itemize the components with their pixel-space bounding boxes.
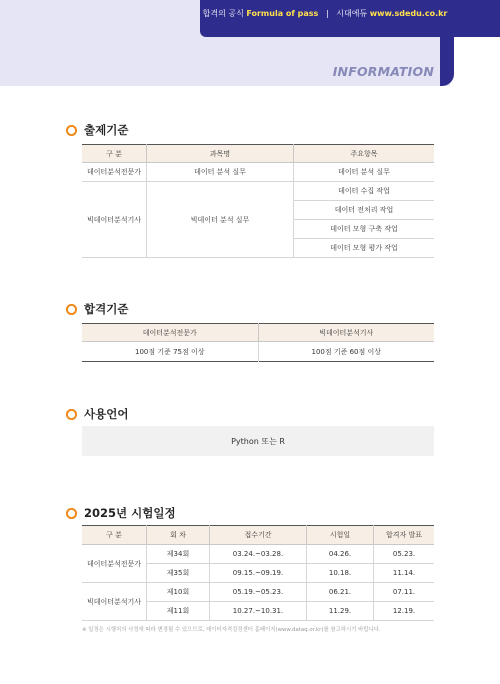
item-cell: 데이터 모형 구축 작업 <box>294 220 435 239</box>
exam-date-cell: 06.21. <box>307 583 374 602</box>
table-row <box>82 583 434 602</box>
result-date-cell: 11.14. <box>374 564 435 583</box>
grade-cell: 데이터분석전문가 <box>82 545 147 583</box>
header-banner-extension <box>450 0 500 37</box>
column-header-items: 주요항목 <box>294 145 435 163</box>
website-link: www.sdedu.co.kr <box>369 9 448 18</box>
header-tab-curve <box>440 36 454 86</box>
grade-cell: 빅데이터분석기사 <box>82 182 147 258</box>
column-header-grade: 구 분 <box>82 145 147 163</box>
column-header-professional: 데이터분석전문가 <box>82 324 258 342</box>
item-cell: 데이터 전처리 작업 <box>294 201 435 220</box>
publisher-name: 시대에듀 <box>336 9 368 18</box>
column-header-grade: 구 분 <box>82 526 147 545</box>
tagline-brand: Formula of pass <box>246 9 319 18</box>
section-title: 합격기준 <box>84 302 129 316</box>
orange-bullet-icon <box>66 125 77 136</box>
item-cell: 데이터 수집 작업 <box>294 182 435 201</box>
round-cell: 제35회 <box>147 564 210 583</box>
result-date-cell: 05.23. <box>374 545 435 564</box>
subject-cell: 데이터 분석 실무 <box>147 163 294 182</box>
section-label: INFORMATION <box>332 64 434 79</box>
header-tagline <box>200 8 450 19</box>
exam-date-cell: 04.26. <box>307 545 374 564</box>
orange-bullet-icon <box>66 409 77 420</box>
round-cell: 제10회 <box>147 583 210 602</box>
exam-date-cell: 11.29. <box>307 602 374 621</box>
round-cell: 제11회 <box>147 602 210 621</box>
page-header <box>0 0 500 86</box>
section-title: 출제기준 <box>84 123 129 137</box>
column-header-round: 회 차 <box>147 526 210 545</box>
section-title: 2025년 시험일정 <box>84 506 176 520</box>
exam-criteria-table <box>82 144 434 258</box>
exam-date-cell: 10.18. <box>307 564 374 583</box>
section-heading-language <box>66 406 128 422</box>
subject-cell: 빅데이터 분석 실무 <box>147 182 294 258</box>
language-box <box>82 426 434 456</box>
orange-bullet-icon <box>66 304 77 315</box>
table-header-row <box>82 145 434 163</box>
schedule-note: ※ 일정은 시행처의 사정에 따라 변경될 수 있으므로, 데이터자격검정센터 홈페이지(www.dataq.or.kr)를 참고하시기 바랍니다. <box>82 627 381 633</box>
tagline-prefix: 합격의 공식 <box>202 9 244 18</box>
table-row <box>82 163 434 182</box>
grade-cell: 데이터분석전문가 <box>82 163 147 182</box>
column-header-subject: 과목명 <box>147 145 294 163</box>
section-heading-pass-criteria <box>66 301 128 317</box>
section-heading-schedule <box>66 505 176 521</box>
section-title: 사용언어 <box>84 407 129 421</box>
grade-cell: 빅데이터분석기사 <box>82 583 147 621</box>
orange-bullet-icon <box>66 508 77 519</box>
schedule-table <box>82 525 434 621</box>
pass-criteria-table <box>82 323 434 362</box>
table-row <box>82 545 434 564</box>
section-heading-exam-criteria <box>66 122 128 138</box>
period-cell: 09.15.~09.19. <box>210 564 307 583</box>
column-header-bigdata: 빅데이터분석기사 <box>258 324 434 342</box>
period-cell: 10.27.~10.31. <box>210 602 307 621</box>
period-cell: 03.24.~03.28. <box>210 545 307 564</box>
tagline-separator: | <box>325 9 329 18</box>
result-date-cell: 12.19. <box>374 602 435 621</box>
item-cell: 데이터 분석 실무 <box>294 163 435 182</box>
pass-score-cell: 100점 기준 75점 이상 <box>134 347 205 356</box>
table-header-row <box>82 324 434 342</box>
table-header-row <box>82 526 434 545</box>
column-header-exam-date: 시험일 <box>307 526 374 545</box>
column-header-result-date: 합격자 발표 <box>374 526 435 545</box>
round-cell: 제34회 <box>147 545 210 564</box>
language-value: Python 또는 R <box>231 436 285 446</box>
result-date-cell: 07.11. <box>374 583 435 602</box>
table-row <box>82 342 434 362</box>
period-cell: 05.19.~05.23. <box>210 583 307 602</box>
column-header-period: 접수기간 <box>210 526 307 545</box>
pass-score-cell: 100점 기준 60점 이상 <box>258 342 434 362</box>
table-row <box>82 182 434 201</box>
item-cell: 데이터 모형 평가 작업 <box>294 239 435 258</box>
